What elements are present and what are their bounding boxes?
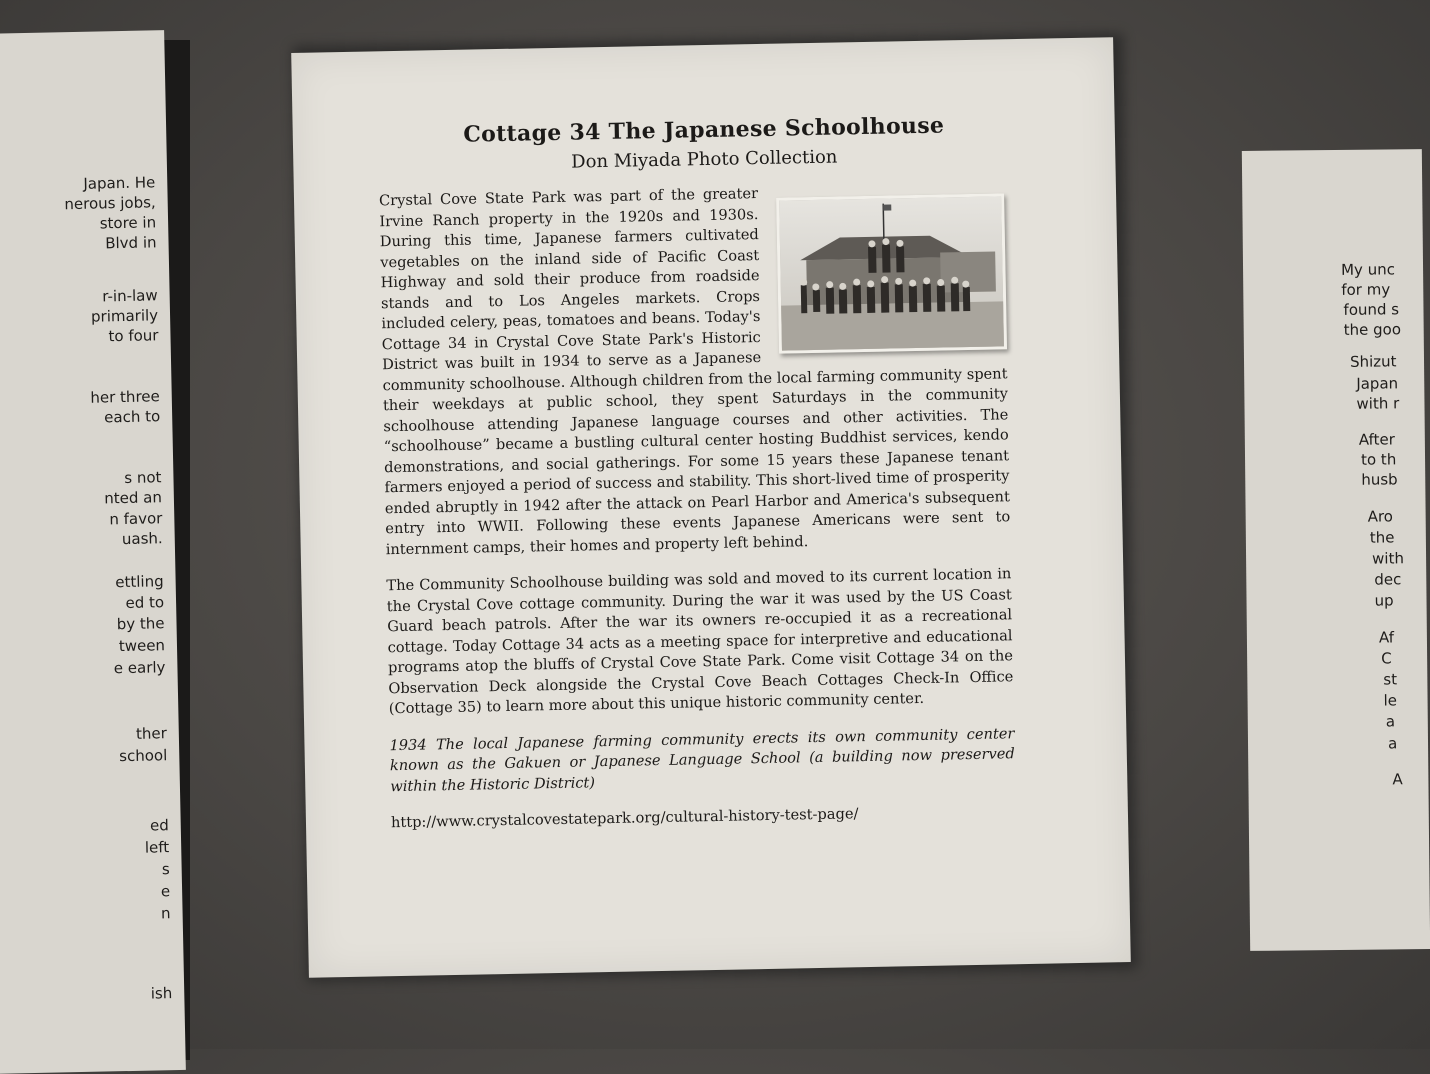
- left-sign-text: her three: [90, 387, 160, 407]
- sign-paragraph-1: [379, 179, 1011, 560]
- left-sign-text: nerous jobs,: [64, 193, 156, 214]
- left-sign-text: to four: [108, 326, 159, 346]
- left-sign-text: s: [161, 860, 170, 879]
- left-sign-text: n favor: [109, 509, 163, 529]
- left-sign-text: by the: [116, 614, 165, 634]
- right-sign-text: le: [1383, 691, 1398, 710]
- left-sign-text: tween: [118, 636, 166, 656]
- left-sign-text: Japan. He: [83, 173, 156, 193]
- left-sign-text: n: [160, 904, 171, 923]
- right-sign-text: with: [1371, 549, 1405, 568]
- left-sign-text: ed to: [125, 593, 165, 613]
- right-sign-text: a: [1387, 734, 1398, 753]
- right-sign-text: the: [1369, 528, 1395, 547]
- right-sign-text: for my: [1341, 280, 1391, 299]
- left-sign-text: ed: [149, 816, 169, 835]
- schoolhouse-photo: [776, 193, 1007, 353]
- left-sign-text: ther: [135, 724, 168, 743]
- right-sign-text: found s: [1343, 300, 1400, 319]
- right-sign-text: husb: [1361, 470, 1398, 489]
- left-sign-text: e: [160, 882, 171, 901]
- left-sign-text: each to: [103, 407, 161, 427]
- right-sign-text: dec: [1374, 570, 1402, 589]
- right-sign-text: A: [1392, 770, 1403, 789]
- right-sign-text: Af: [1378, 628, 1395, 647]
- right-sign-text: to th: [1360, 450, 1397, 469]
- left-sign-text: primarily: [90, 306, 159, 326]
- right-sign-text: the goo: [1343, 320, 1402, 339]
- left-sign-text: r-in-law: [102, 286, 158, 306]
- sign-body: [379, 179, 1017, 849]
- left-sign: [0, 30, 186, 1074]
- left-sign-text: school: [119, 746, 168, 766]
- left-sign-text: ish: [150, 984, 173, 1003]
- left-sign-text: ettling: [115, 572, 164, 592]
- left-sign-text: s not: [124, 468, 162, 488]
- sign-caption: 1934 The local Japanese farming community erects its own community center known as the Gakuen or Japanese Language School (a building now preserved within the Historic District): [389, 724, 1015, 795]
- sign-paragraph-1-text: Crystal Cove State Park was part of the greater Irvine Ranch property in the 1920s and 1930s. During this time, Japanese farmers cultivated vegetables on the inland side of Pacific Coast Highway and sold their produce from roadside stands and to Los Angeles markets. Crops included celery, peas, tomatoes and beans. Today's Cottage 34 in Crystal Cove State Park's Historic District was built in 1934 to serve as a Japanese community schoolhouse. Although children from the local farming community spent their weekdays at public school, they spent Saturdays in the community schoolhouse attending Japanese language courses and other activities. The “schoolhouse” became a bustling cultural center hosting Buddhist services, kendo demonstrations, and social gatherings. For some 15 years these Japanese tenant farmers enjoyed a period of success and stability. This short-lived time of prosperity ended abruptly in 1942 after the attack on Pearl Harbor and America's subsequent entry into WWII. Following these events Japanese Americans were sent to internment camps, their homes and property left behind.: [378, 185, 1011, 558]
- right-sign-text: Japan: [1356, 374, 1399, 393]
- right-sign-text: Aro: [1367, 507, 1394, 526]
- sign-subtitle: Don Miyada Photo Collection: [571, 146, 838, 173]
- right-sign-text: a: [1385, 712, 1396, 731]
- left-sign-text: uash.: [121, 529, 163, 549]
- left-sign-text: e early: [113, 658, 166, 678]
- right-sign-text: with r: [1356, 394, 1400, 413]
- left-sign-text: Blvd in: [105, 233, 157, 253]
- right-sign-text: My unc: [1340, 260, 1396, 279]
- right-sign-text: After: [1358, 430, 1395, 449]
- sign-paragraph-2: The Community Schoolhouse building was sold and moved to its current location in the Crystal Cove cottage community. During the war it was used by the US Coast Guard beach patrols. After the war its owners re-occupied it as a recreational cottage. Today Cottage 34 acts as a meeting space for interpretive and educational programs atop the bluffs of Crystal Cove State Park. Come visit Cottage 34 on the Observation Deck alongside the Crystal Cove Beach Cottages Check-In Office (Cottage 35) to learn more about this unique historic community center.: [386, 565, 1014, 718]
- left-sign-text: nted an: [104, 488, 163, 508]
- right-sign-text: up: [1374, 591, 1394, 610]
- right-sign-text: Shizut: [1349, 352, 1397, 371]
- right-sign-text: C: [1381, 649, 1392, 668]
- left-sign-text: store in: [99, 213, 157, 233]
- right-sign-text: st: [1383, 670, 1398, 689]
- main-sign: [291, 37, 1131, 978]
- left-sign-text: left: [144, 838, 170, 857]
- sign-title: Cottage 34 The Japanese Schoolhouse: [463, 112, 945, 148]
- right-sign: [1242, 149, 1430, 951]
- sign-url: http://www.crystalcovestatepark.org/cultural-history-test-page/: [390, 805, 859, 832]
